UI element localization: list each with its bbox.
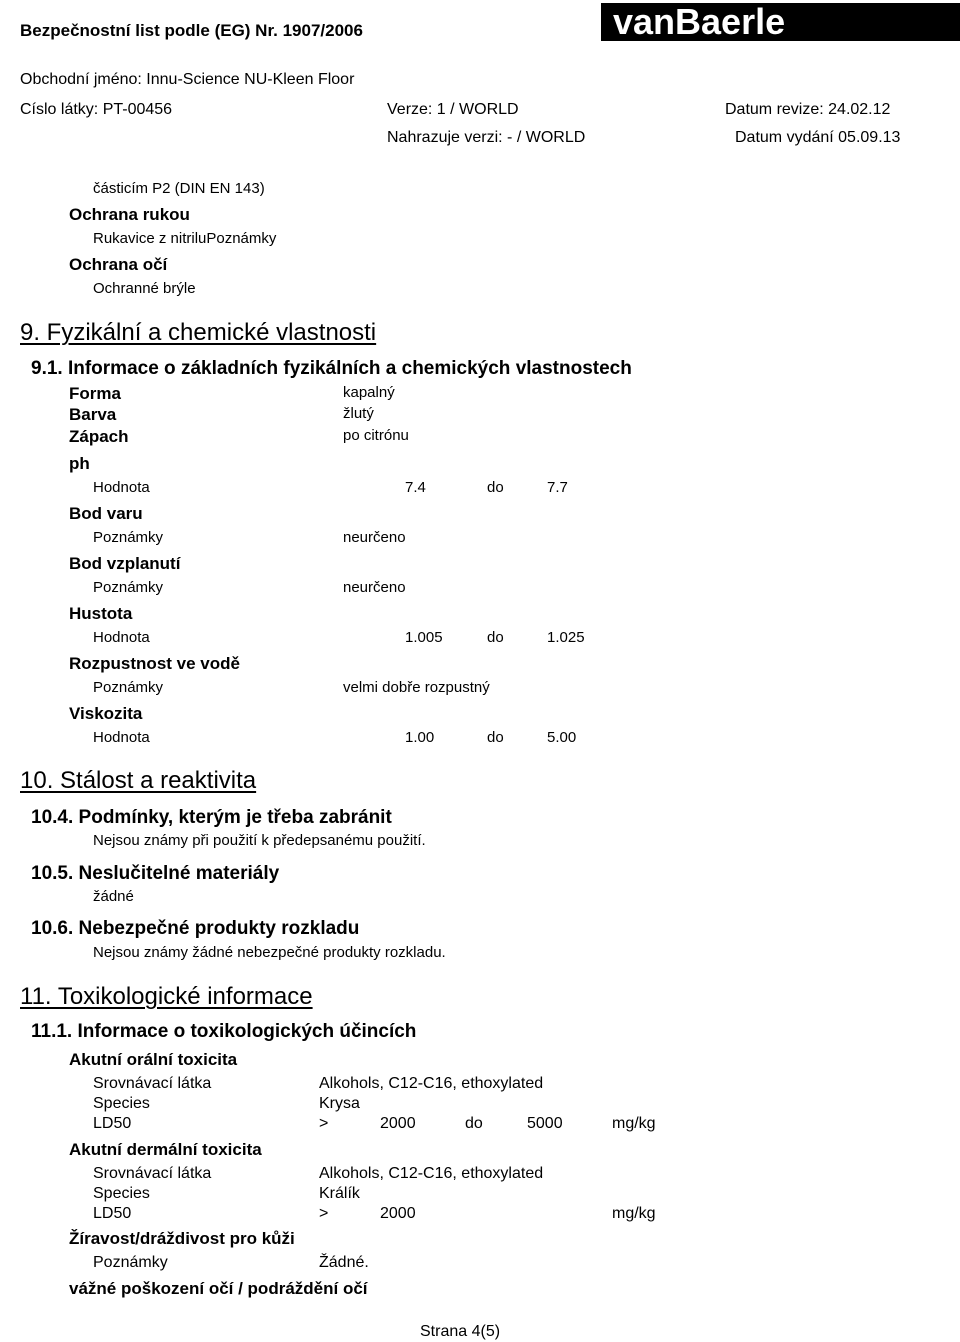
density-to: 1.025	[547, 629, 585, 646]
form-value: kapalný	[343, 384, 395, 401]
section-10-title: 10. Stálost a reaktivita	[20, 767, 257, 794]
section-10-6-title: 10.6. Nebezpečné produkty rozkladu	[31, 918, 360, 939]
skin-corrosion-title: Žíravost/dráždivost pro kůži	[69, 1229, 295, 1248]
water-solubility-value: velmi dobře rozpustný	[343, 679, 490, 696]
oral-ld50-label: LD50	[93, 1115, 132, 1132]
viscosity-label: Viskozita	[69, 704, 143, 723]
section-10-4-text: Nejsou známy při použití k předepsanému použití.	[93, 832, 426, 849]
viscosity-row-label: Hodnota	[93, 729, 150, 746]
water-solubility-label: Rozpustnost ve vodě	[69, 654, 240, 673]
section-11-title: 11. Toxikologické informace	[20, 983, 313, 1010]
oral-ld50-unit: mg/kg	[612, 1115, 656, 1132]
color-label: Barva	[69, 405, 117, 424]
dermal-species-value: Králík	[319, 1185, 360, 1202]
odor-value: po citrónu	[343, 427, 409, 444]
viscosity-to: 5.00	[547, 729, 577, 746]
section-10-5-title: 10.5. Neslučitelné materiály	[31, 863, 280, 884]
trade-name: Obchodní jméno: Innu-Science NU-Kleen Floor	[20, 71, 355, 88]
viscosity-from: 1.00	[405, 729, 435, 746]
form-label: Forma	[69, 384, 121, 403]
ph-sep: do	[487, 479, 504, 496]
document-title: Bezpečnostní list podle (EG) Nr. 1907/2006	[20, 21, 363, 40]
section-10-5-text: žádné	[93, 888, 134, 905]
skin-corrosion-value: Žádné.	[319, 1254, 369, 1271]
flash-point-value: neurčeno	[343, 579, 406, 596]
dermal-ld50-from: 2000	[380, 1205, 416, 1222]
page-number: Strana 4(5)	[420, 1323, 501, 1340]
oral-species-label: Species	[93, 1095, 150, 1112]
dermal-ld50-op: >	[319, 1205, 329, 1222]
boiling-point-row-label: Poznámky	[93, 529, 164, 546]
section-11-1-title: 11.1. Informace o toxikologických účincích	[31, 1021, 417, 1042]
version: Verze: 1 / WORLD	[387, 101, 519, 118]
hand-protection-label: Ochrana rukou	[69, 205, 190, 224]
ph-row-label: Hodnota	[93, 479, 150, 496]
oral-ld50-from: 2000	[380, 1115, 416, 1132]
dermal-ld50-label: LD50	[93, 1205, 132, 1222]
eye-protection-value: Ochranné brýle	[93, 280, 196, 297]
color-value: žlutý	[343, 405, 374, 422]
viscosity-sep: do	[487, 729, 504, 746]
replaces-version: Nahrazuje verzi: - / WORLD	[387, 129, 586, 146]
oral-ld50-sep: do	[465, 1115, 483, 1132]
dermal-reference-label: Srovnávací látka	[93, 1165, 212, 1182]
section-10-6-text: Nejsou známy žádné nebezpečné produkty rozkladu.	[93, 944, 446, 961]
odor-label: Zápach	[69, 427, 129, 446]
boiling-point-value: neurčeno	[343, 529, 406, 546]
ph-to: 7.7	[547, 479, 568, 496]
respiratory-protection-text: částicím P2 (DIN EN 143)	[93, 180, 265, 197]
section-9-1-title: 9.1. Informace o základních fyzikálních a chemických vlastnostech	[31, 358, 632, 379]
oral-species-value: Krysa	[319, 1095, 360, 1112]
hand-protection-value: Rukavice z nitriluPoznámky	[93, 230, 277, 247]
boiling-point-label: Bod varu	[69, 504, 143, 523]
ph-label: ph	[69, 454, 90, 473]
density-row-label: Hodnota	[93, 629, 150, 646]
density-label: Hustota	[69, 604, 133, 623]
vanbaerle-logo	[601, 3, 960, 41]
dermal-species-label: Species	[93, 1185, 150, 1202]
section-10-4-title: 10.4. Podmínky, kterým je třeba zabránit	[31, 807, 392, 828]
ph-from: 7.4	[405, 479, 426, 496]
oral-ld50-to: 5000	[527, 1115, 563, 1132]
acute-oral-toxicity-title: Akutní orální toxicita	[69, 1050, 238, 1069]
water-solubility-row-label: Poznámky	[93, 679, 164, 696]
acute-dermal-toxicity-title: Akutní dermální toxicita	[69, 1140, 262, 1159]
density-from: 1.005	[405, 629, 443, 646]
oral-ld50-op: >	[319, 1115, 329, 1132]
dermal-ld50-unit: mg/kg	[612, 1205, 656, 1222]
revision-date: Datum revize: 24.02.12	[725, 101, 891, 118]
skin-corrosion-row-label: Poznámky	[93, 1254, 168, 1271]
flash-point-row-label: Poznámky	[93, 579, 164, 596]
issue-date: Datum vydání 05.09.13	[735, 129, 901, 146]
oral-reference-value: Alkohols, C12-C16, ethoxylated	[319, 1075, 544, 1092]
flash-point-label: Bod vzplanutí	[69, 554, 181, 573]
density-sep: do	[487, 629, 504, 646]
oral-reference-label: Srovnávací látka	[93, 1075, 212, 1092]
eye-protection-label: Ochrana očí	[69, 255, 168, 274]
dermal-reference-value: Alkohols, C12-C16, ethoxylated	[319, 1165, 544, 1182]
section-9-title: 9. Fyzikální a chemické vlastnosti	[20, 319, 377, 346]
substance-number: Císlo látky: PT-00456	[20, 101, 173, 118]
logo-text: vanBaerle	[613, 3, 786, 41]
eye-damage-title: vážné poškození očí / podráždění očí	[69, 1279, 368, 1298]
